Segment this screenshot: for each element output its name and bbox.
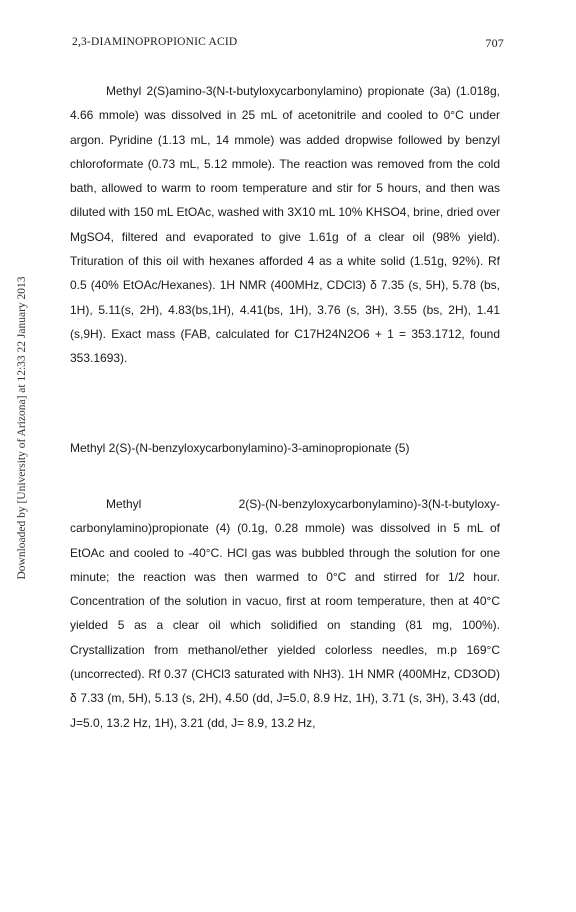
running-title: 2,3-DIAMINOPROPIONIC ACID <box>72 36 238 48</box>
paragraph-text: Methyl 2(S)-(N-benzyloxycarbonylamino)-3(N-t-butyloxy-carbonylamino)propionate (4) (0.1g, 0.28 mmole) was dissolved in 5 mL of EtOAc and cooled to -40°C. HCl gas was bubbled through the solution for one minute; the reaction was then warmed to 0°C and stirred for 1/2 hour. Concentration of the solution in vacuo, first at room temperature, then at 40°C yielded 5 as a clear oil which solidified on standing (81 mg, 100%). Crystallization from methanol/ether yielded colorless needles, m.p 169°C (uncorrected). Rf 0.37 (CHCl3 saturated with NH3). 1H NMR (400MHz, CD3OD) δ 7.33 (m, 5H), 5.13 (s, 2H), 4.50 (dd, J=5.0, 8.9 Hz, 1H), 3.71 (s, 3H), 3.43 (dd, J=5.0, 13.2 Hz, 1H), 3.21 (dd, J= 8.9, 13.2 Hz, <box>70 497 500 730</box>
compound-subheading: Methyl 2(S)-(N-benzyloxycarbonylamino)-3-aminopropionate (5) <box>70 441 410 455</box>
experimental-paragraph-2 <box>70 492 500 735</box>
download-note-text: Downloaded by [University of Arizona] at 12:33 22 January 2013 <box>16 276 28 580</box>
running-header <box>72 36 504 54</box>
page-number: 707 <box>485 36 504 50</box>
experimental-paragraph-1 <box>70 79 500 371</box>
paragraph-text: Methyl 2(S)amino-3(N-t-butyloxycarbonylamino) propionate (3a) (1.018g, 4.66 mmole) was dissolved in 25 mL of acetonitrile and cooled to 0°C under argon. Pyridine (1.13 mL, 14 mmole) was added dropwise followed by benzyl chloroformate (0.73 mL, 5.12 mmole). The reaction was removed from the cold bath, allowed to warm to room temperature and stir for 5 hours, and then was diluted with 150 mL EtOAc, washed with 3X10 mL 10% KHSO4, brine, dried over MgSO4, filtered and evaporated to give 1.61g of a clear oil (98% yield). Trituration of this oil with hexanes afforded 4 as a white solid (1.51g, 92%). Rf 0.5 (40% EtOAc/Hexanes). 1H NMR (400MHz, CDCl3) δ 7.35 (s, 5H), 5.78 (bs, 1H), 5.11(s, 2H), 4.83(bs,1H), 4.41(bs, 1H), 3.76 (s, 3H), 3.55 (bs, 2H), 1.41 (s,9H). Exact mass (FAB, calculated for C17H24N2O6 + 1 = 353.1712, found 353.1693). <box>70 84 500 366</box>
download-watermark <box>14 218 30 638</box>
